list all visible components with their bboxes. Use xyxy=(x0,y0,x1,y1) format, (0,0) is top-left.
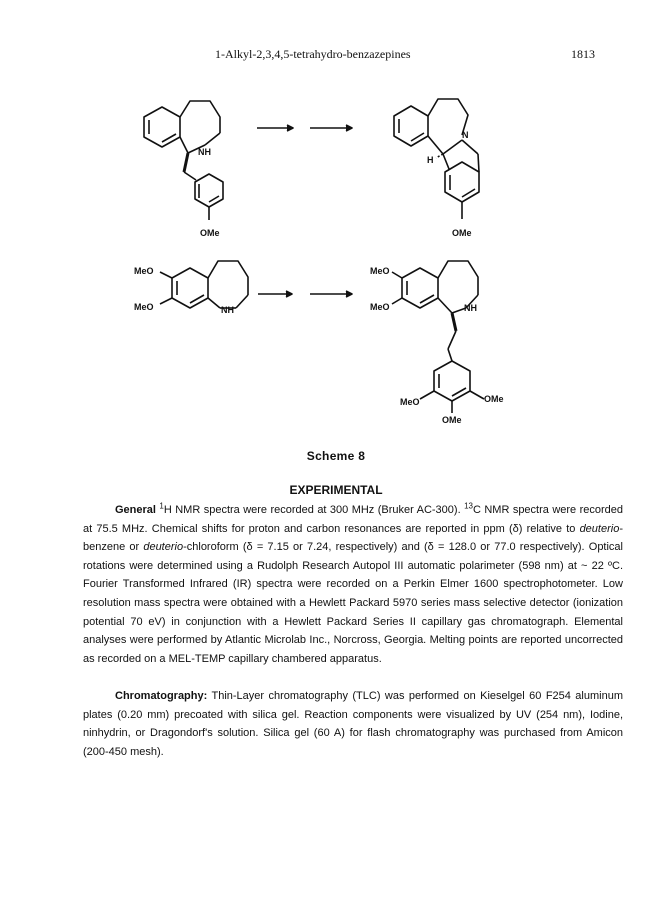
label-nh-4: NH xyxy=(464,303,477,313)
sup-13: 13 xyxy=(464,501,473,511)
label-ome-4b: OMe xyxy=(442,415,462,425)
label-ome-2: OMe xyxy=(452,228,472,238)
label-meo-3a: MeO xyxy=(134,266,154,276)
label-ome-1: OMe xyxy=(200,228,220,238)
label-h-2: H xyxy=(427,155,434,165)
structure-3 xyxy=(160,261,248,308)
label-n-2: N xyxy=(462,130,469,140)
label-meo-4a: MeO xyxy=(370,266,390,276)
label-meo-3b: MeO xyxy=(134,302,154,312)
label-nh-3: NH xyxy=(221,305,234,315)
page-number: 1813 xyxy=(571,47,595,61)
general-text-3: -benzene or xyxy=(83,522,623,554)
deuterio-2: deuterio xyxy=(143,541,184,554)
general-text-1: H NMR spectra were recorded at 300 MHz (Bruker AC-300). xyxy=(163,504,461,516)
label-meo-4c: MeO xyxy=(400,397,420,407)
running-title: 1-Alkyl-2,3,4,5-tetrahydro-benzazepines xyxy=(215,47,411,61)
label-meo-4b: MeO xyxy=(370,302,390,312)
chromatography-lead: Chromatography: xyxy=(115,690,208,702)
chromatography-paragraph xyxy=(83,687,623,761)
section-heading: EXPERIMENTAL xyxy=(289,483,383,497)
structure-1 xyxy=(144,101,223,220)
general-text-2: C NMR spectra were recorded at 75.5 MHz. Chemical shifts for proton and carbon resonances are reported in ppm (δ) relative to xyxy=(83,504,623,535)
chromatography-text: Thin-Layer chromatography (TLC) was performed on Kieselgel 60 F254 aluminum plates (0.20 mm) precoated with silica gel. Reaction components were visualized by UV (254 nm), Iodine, ninhydrin, or Dragondorf's solution. Silica gel (60 A) for flash chromatography was purchased from Amicon (200-450 mesh). xyxy=(83,690,623,758)
label-nh-1: NH xyxy=(198,147,211,157)
label-ome-4a: OMe xyxy=(484,394,504,404)
sup-1: 1 xyxy=(159,501,164,511)
structure-4 xyxy=(392,261,484,413)
scheme-caption: Scheme 8 xyxy=(306,449,366,463)
deuterio-1: deuterio xyxy=(579,522,620,535)
reaction-scheme xyxy=(0,80,672,440)
general-text-4: -chloroform (δ = 7.15 or 7.24, respectively) and (δ = 128.0 or 77.0 respectively). Optical rotations were determined using a Rudolph Research Autopol III automatic polarimeter (598 nm) at ~ 22 ºC. Fourier Transformed Infrared (IR) spectra were recorded on a Perkin Elmer 1600 spectrophotometer. Low resolution mass spectra were obtained with a Hewlett Packard 5970 series mass selective detector (ionization potential 70 eV) in conjunction with a Hewlett Packard Series II capillary gas chromatograph. Elemental analyses were performed by Atlantic Microlab Inc., Norcross, Georgia. Melting points are reported uncorrected as recorded on a MEL-TEMP capillary chambered apparatus. xyxy=(83,541,623,665)
structure-2 xyxy=(394,99,479,219)
general-paragraph xyxy=(83,501,623,668)
general-lead: General xyxy=(115,504,156,516)
